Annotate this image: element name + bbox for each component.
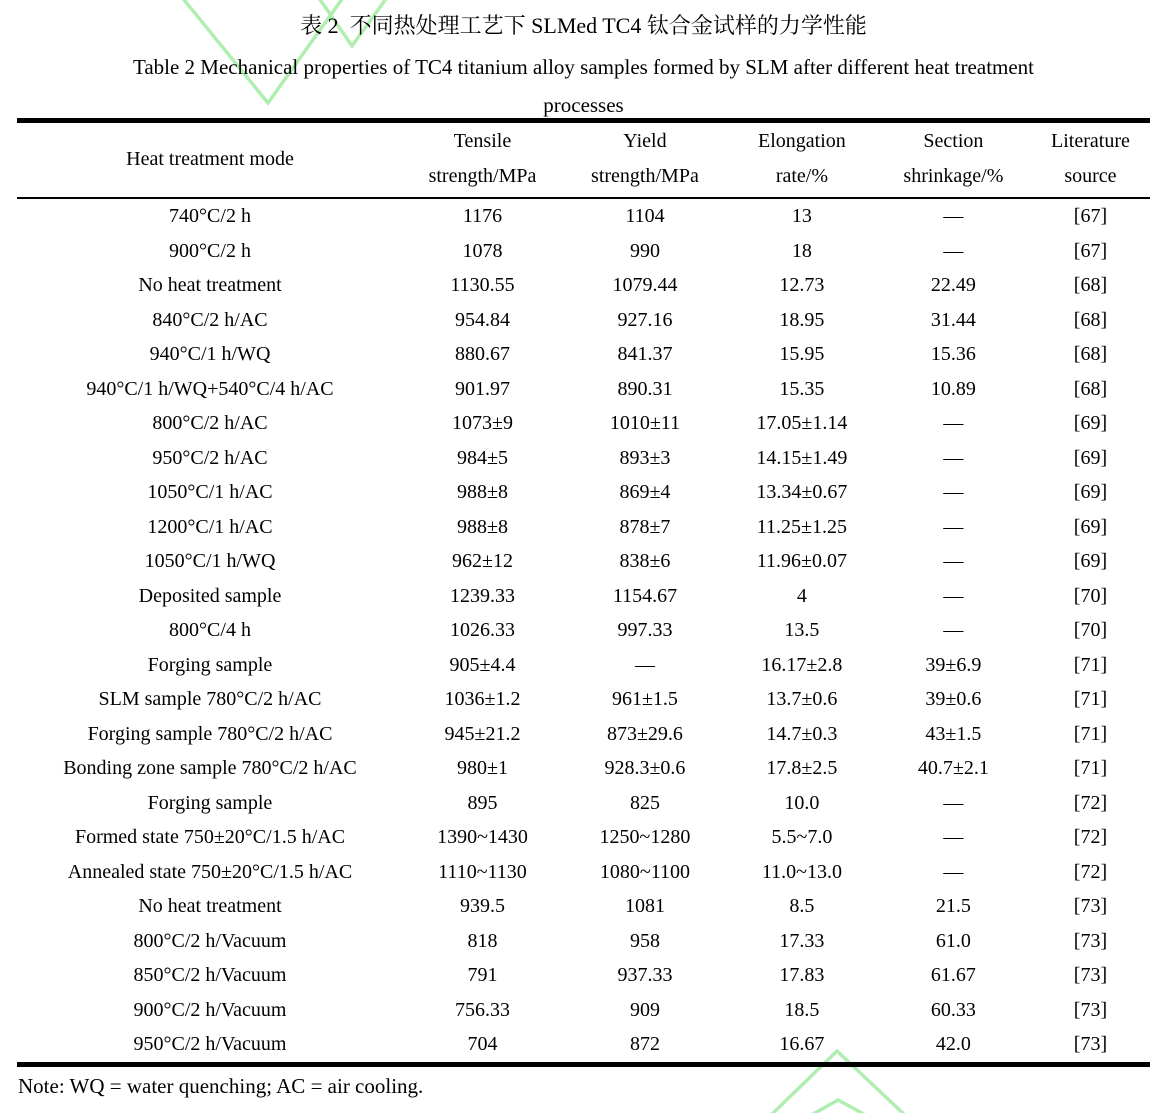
table-cell: — (943, 239, 964, 262)
table-cell: [72] (1073, 791, 1108, 814)
table-cell: — (943, 515, 964, 538)
table-cell: 18 (791, 239, 812, 262)
table-row (17, 475, 1150, 510)
table-cell: 1390~1430 (437, 826, 528, 848)
header-line: strength/MPa (591, 165, 699, 187)
table-row (17, 579, 1150, 614)
table-row (17, 751, 1150, 786)
table-cell: 928.3±0.6 (604, 757, 686, 779)
table-cell: 1081 (624, 895, 665, 917)
table-cell: 756.33 (454, 998, 510, 1021)
header-cell-col3 (562, 121, 728, 199)
table-cell: 791 (467, 964, 498, 986)
table-cell: 11.25±1.25 (756, 515, 848, 538)
table-row (17, 441, 1150, 476)
table-cell: 18.5 (784, 998, 820, 1021)
table-row (17, 510, 1150, 545)
header-line: Yield (623, 130, 667, 152)
table-cell: 5.5~7.0 (771, 826, 833, 848)
table-cell: Formed state 750±20°C/1.5 h/AC (74, 826, 346, 848)
table-caption-english-line1: Table 2 Mechanical properties of TC4 titanium alloy samples formed by SLM after different heat treatment (132, 55, 1035, 79)
table-cell: — (943, 791, 964, 814)
table-cell: 17.83 (779, 964, 825, 986)
table-cell: 850°C/2 h/Vacuum (133, 964, 287, 986)
table-cell: 878±7 (619, 515, 671, 538)
table-cell: 873±29.6 (606, 722, 683, 745)
table-cell: [73] (1073, 998, 1108, 1021)
table-cell: 1078 (462, 239, 503, 262)
table-footnote: Note: WQ = water quenching; AC = air cooling. (18, 1074, 424, 1098)
mechanical-properties-table (17, 118, 1150, 1067)
watermark-chevron-bottom-inner (806, 1100, 871, 1113)
table-cell: [70] (1073, 584, 1108, 607)
table-cell: [68] (1073, 274, 1108, 296)
table-container (17, 118, 1150, 1067)
table-caption-english-line2: processes (543, 93, 624, 117)
table-cell: 800°C/4 h (169, 619, 251, 641)
table-cell: 997.33 (617, 619, 673, 641)
table-cell: 880.67 (454, 343, 510, 365)
table-cell: 940°C/1 h/WQ+540°C/4 h/AC (86, 377, 334, 400)
table-cell: 17.05±1.14 (756, 412, 848, 434)
table-cell: — (943, 860, 964, 883)
table-cell: 13.7±0.6 (766, 688, 838, 710)
table-cell: [68] (1073, 308, 1108, 331)
table-cell: 61.67 (930, 964, 976, 986)
table-cell: 950°C/2 h/AC (152, 446, 268, 469)
table-row (17, 682, 1150, 717)
table-row (17, 198, 1150, 234)
table-cell: — (943, 446, 964, 469)
table-row (17, 372, 1150, 407)
table-cell: 988±8 (456, 481, 508, 503)
table-cell: 1176 (462, 205, 503, 227)
table-row (17, 855, 1150, 890)
table-cell: 1250~1280 (599, 826, 691, 848)
header-line: Heat treatment mode (126, 147, 294, 170)
table-cell: 1050°C/1 h/WQ (144, 550, 276, 572)
table-cell: 15.35 (779, 377, 825, 400)
table-header-row (17, 121, 1150, 199)
table-cell: 1073±9 (451, 412, 513, 434)
table-cell: 990 (629, 239, 660, 262)
table-cell: [67] (1073, 239, 1108, 262)
table-cell: 740°C/2 h (169, 205, 251, 227)
table-cell: 1200°C/1 h/AC (147, 515, 273, 538)
table-cell: 800°C/2 h/AC (152, 412, 268, 434)
table-row (17, 889, 1150, 924)
table-cell: 1104 (625, 205, 665, 227)
table-cell: 945±21.2 (444, 722, 521, 745)
table-cell: 1110~1130 (438, 860, 527, 883)
table-cell: 13.5 (784, 619, 820, 641)
table-cell: 43±1.5 (925, 722, 982, 745)
table-cell: 39±0.6 (925, 688, 982, 710)
table-row (17, 648, 1150, 683)
table-cell: No heat treatment (138, 274, 282, 296)
table-cell: 869±4 (619, 481, 671, 503)
table-cell: [71] (1073, 653, 1108, 676)
table-cell: 838±6 (619, 550, 671, 572)
table-cell: No heat treatment (138, 895, 282, 917)
table-cell: [71] (1073, 688, 1108, 710)
table-cell: 900°C/2 h/Vacuum (133, 998, 287, 1021)
table-cell: 10.89 (930, 377, 976, 400)
table-row (17, 406, 1150, 441)
table-cell: 818 (467, 929, 498, 952)
table-cell: 16.17±2.8 (761, 653, 843, 676)
table-cell: 61.0 (935, 929, 971, 952)
table-cell: 42.0 (935, 1033, 971, 1055)
header-line: Elongation (758, 130, 846, 152)
table-cell: 954.84 (454, 308, 510, 331)
table-cell: 950°C/2 h/Vacuum (133, 1033, 287, 1055)
table-cell: Deposited sample (138, 584, 282, 607)
header-line: shrinkage/% (903, 165, 1004, 187)
table-row (17, 613, 1150, 648)
table-cell: 841.37 (617, 343, 673, 365)
table-row (17, 337, 1150, 372)
table-cell: 1036±1.2 (444, 688, 521, 710)
table-cell: 13.34±0.67 (756, 481, 848, 503)
table-cell: 11.96±0.07 (756, 550, 848, 572)
table-cell: 1050°C/1 h/AC (147, 481, 273, 503)
table-cell: 905±4.4 (449, 653, 516, 676)
table-title-chinese: 表 2 不同热处理工艺下 SLMed TC4 钛合金试样的力学性能 (300, 13, 867, 38)
table-cell: 1079.44 (612, 274, 678, 296)
header-cell-col4 (728, 121, 876, 199)
table-cell: 980±1 (456, 757, 508, 779)
table-cell: [68] (1073, 343, 1108, 365)
table-cell: 1010±11 (609, 412, 681, 434)
table-cell: [68] (1073, 377, 1108, 400)
table-cell: 961±1.5 (611, 688, 678, 710)
table-cell: 958 (629, 929, 660, 952)
table-cell: — (943, 584, 964, 607)
table-cell: [69] (1073, 412, 1108, 434)
table-cell: 840°C/2 h/AC (152, 308, 268, 331)
table-cell: 17.33 (779, 929, 825, 952)
header-line: Literature (1051, 130, 1130, 152)
table-cell: 17.8±2.5 (766, 757, 838, 779)
table-cell: 14.15±1.49 (756, 446, 848, 469)
table-row (17, 993, 1150, 1028)
table-cell: [73] (1073, 929, 1108, 952)
table-cell: — (943, 481, 964, 503)
table-cell: 893±3 (619, 446, 671, 469)
table-cell: — (943, 550, 964, 572)
table-cell: [67] (1073, 205, 1108, 227)
table-row (17, 958, 1150, 993)
table-row (17, 234, 1150, 269)
table-cell: 10.0 (784, 791, 820, 814)
table-cell: — (943, 412, 964, 434)
table-cell: — (943, 205, 964, 227)
table-cell: 890.31 (617, 377, 673, 400)
table-cell: [71] (1073, 757, 1108, 779)
table-cell: 1154.67 (612, 584, 678, 607)
table-cell: [69] (1073, 446, 1108, 469)
table-cell: 927.16 (617, 308, 673, 331)
table-cell: SLM sample 780°C/2 h/AC (98, 688, 322, 710)
table-cell: [70] (1073, 619, 1108, 641)
table-cell: 895 (467, 791, 498, 814)
table-cell: Forging sample (147, 653, 273, 676)
table-row (17, 924, 1150, 959)
table-cell: 14.7±0.3 (766, 722, 838, 745)
table-cell: [73] (1073, 1033, 1108, 1055)
table-cell: 21.5 (935, 895, 971, 917)
table-cell: Forging sample 780°C/2 h/AC (87, 722, 333, 745)
table-cell: [72] (1073, 860, 1108, 883)
table-cell: 900°C/2 h (169, 239, 251, 262)
table-cell: 12.73 (779, 274, 825, 296)
table-cell: 8.5 (789, 895, 815, 917)
table-cell: 60.33 (930, 998, 976, 1021)
table-cell: [71] (1073, 722, 1108, 745)
header-cell-col5 (876, 121, 1031, 199)
table-cell: 909 (629, 998, 660, 1021)
table-cell: 18.95 (779, 308, 825, 331)
table-row (17, 268, 1150, 303)
table-cell: [69] (1073, 481, 1108, 503)
table-cell: 1026.33 (449, 619, 515, 641)
table-cell: 1080~1100 (599, 860, 690, 883)
table-cell: 15.95 (779, 343, 825, 365)
table-cell: 988±8 (456, 515, 508, 538)
header-line: rate/% (775, 165, 829, 187)
table-cell: Annealed state 750±20°C/1.5 h/AC (67, 860, 353, 883)
table-row (17, 786, 1150, 821)
table-cell: [72] (1073, 826, 1108, 848)
table-cell: [73] (1073, 895, 1108, 917)
table-cell: 40.7±2.1 (917, 757, 989, 779)
table-cell: 31.44 (930, 308, 976, 331)
table-cell: [69] (1073, 550, 1108, 572)
table-cell: [73] (1073, 964, 1108, 986)
table-cell: 15.36 (930, 343, 976, 365)
table-cell: 39±6.9 (925, 653, 982, 676)
table-cell: 22.49 (930, 274, 976, 296)
table-cell: 937.33 (617, 964, 673, 986)
table-cell: Forging sample (147, 791, 273, 814)
table-cell: 984±5 (456, 446, 508, 469)
table-cell: 1130.55 (450, 274, 515, 296)
table-cell: 1239.33 (449, 584, 515, 607)
table-row (17, 820, 1150, 855)
header-line: Section (923, 130, 984, 152)
table-row (17, 1027, 1150, 1064)
table-cell: 4 (796, 584, 807, 607)
header-line: strength/MPa (428, 165, 537, 187)
table-row (17, 303, 1150, 338)
header-cell-col2 (403, 121, 562, 199)
table-cell: 901.97 (454, 377, 510, 400)
table-cell: 872 (629, 1033, 660, 1055)
table-row (17, 717, 1150, 752)
table-cell: 939.5 (459, 895, 505, 917)
header-line: Tensile (453, 130, 512, 152)
header-line: source (1064, 165, 1117, 187)
table-cell: 800°C/2 h/Vacuum (133, 929, 287, 952)
header-cell-col6 (1031, 121, 1150, 199)
table-cell: 11.0~13.0 (761, 860, 842, 883)
table-cell: 825 (629, 791, 660, 814)
table-cell: 704 (467, 1033, 498, 1055)
table-cell: — (943, 826, 964, 848)
table-row (17, 544, 1150, 579)
table-cell: [69] (1073, 515, 1108, 538)
table-cell: 962±12 (451, 550, 513, 572)
table-cell: 13 (791, 205, 812, 227)
table-cell: — (634, 653, 655, 676)
table-cell: 16.67 (779, 1033, 825, 1055)
header-cell-col1 (17, 121, 403, 199)
table-cell: 940°C/1 h/WQ (149, 343, 271, 365)
table-cell: Bonding zone sample 780°C/2 h/AC (63, 757, 357, 779)
table-cell: — (943, 619, 964, 641)
